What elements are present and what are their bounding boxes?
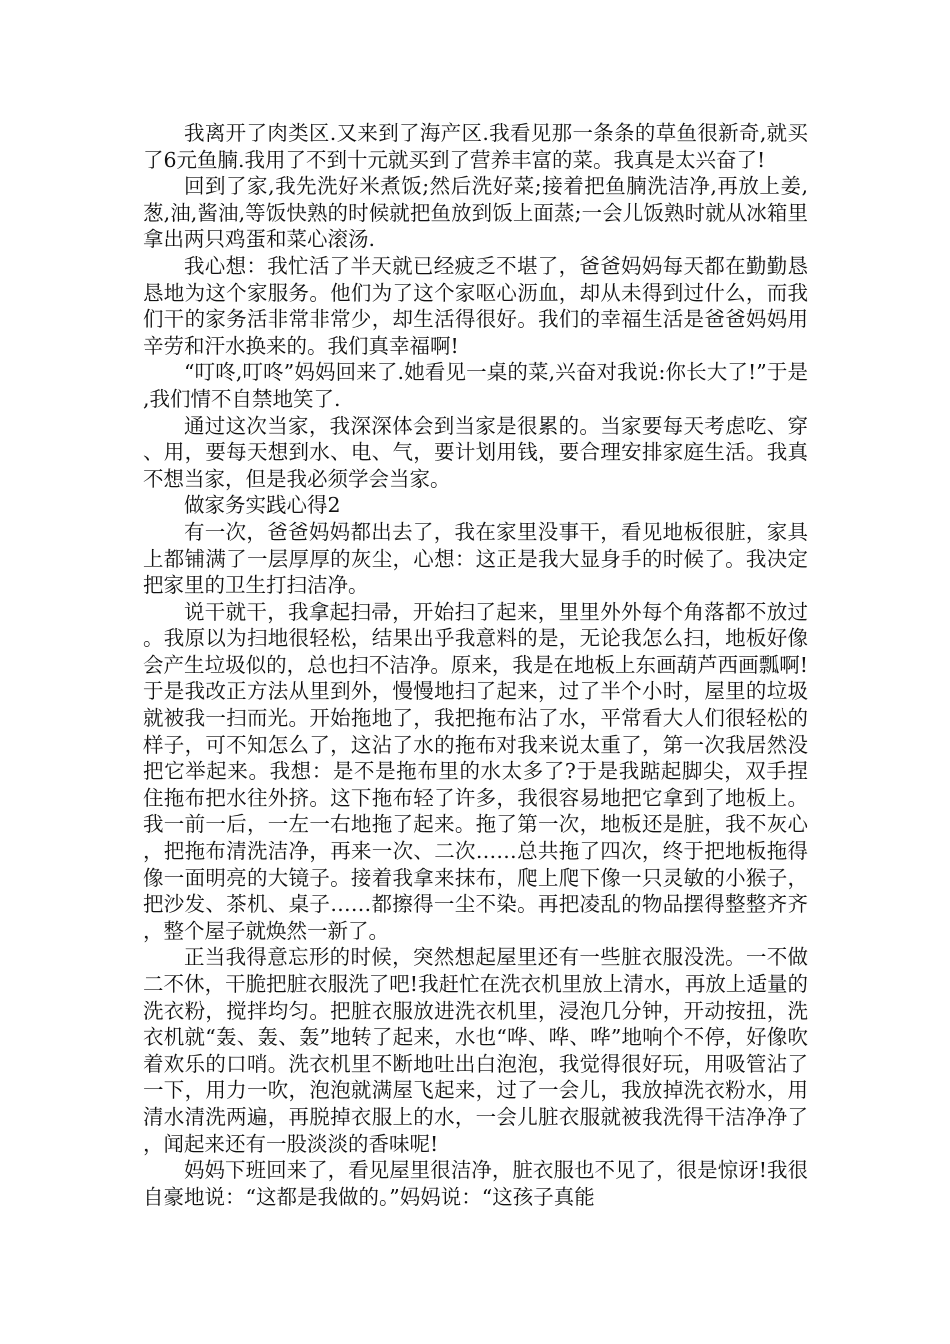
document-page	[143, 120, 808, 1210]
section-title: 做家务实践心得2	[184, 493, 341, 518]
paragraph-reflection: 我心想：我忙活了半天就已经疲乏不堪了，爸爸妈妈每天都在勤勤恳恳地为这个家服务。他们为了这个家呕心沥血，却从未得到过什么，而我们干的家务活非常非常少，却生活得很好。我们的幸福生活是爸爸妈妈用辛劳和汗水换来的。我们真幸福啊!	[143, 253, 808, 358]
paragraph-cooking: 回到了家,我先洗好米煮饭;然后洗好菜;接着把鱼腩洗洁净,再放上姜,葱,油,酱油,等饭快熟的时候就把鱼放到饭上面蒸;一会儿饭熟时就从冰箱里拿出两只鸡蛋和菜心滚汤.	[143, 174, 808, 252]
paragraph-fish-market: 我离开了肉类区.又来到了海产区.我看见那一条条的草鱼很新奇,就买了6元鱼腩.我用了不到十元就买到了营养丰富的菜。我真是太兴奋了!	[143, 121, 808, 172]
paragraph-laundry: 正当我得意忘形的时候，突然想起屋里还有一些脏衣服没洗。一不做二不休，干脆把脏衣服洗了吧!我赶忙在洗衣机里放上清水，再放上适量的洗衣粉，搅拌均匀。把脏衣服放进洗衣机里，浸泡几分钟，开动按扭，洗衣机就“轰、轰、轰”地转了起来，水也“哗、哗、哗”地响个不停，好像吹着欢乐的口哨。洗衣机里不断地吐出白泡泡，我觉得很好玩，用吸管沾了一下，用力一吹，泡泡就满屋飞起来，过了一会儿，我放掉洗衣粉水，用清水清洗两遍，再脱掉衣服上的水，一会儿脏衣服就被我洗得干洁净净了，闻起来还有一股淡淡的香味呢!	[143, 945, 808, 1156]
paragraph-conclusion: 通过这次当家，我深深体会到当家是很累的。当家要每天考虑吃、穿、用，要每天想到水、电、气，要计划用钱，要合理安排家庭生活。我真不想当家，但是我必须学会当家。	[143, 413, 808, 491]
paragraph-sweeping-mopping: 说干就干，我拿起扫帚，开始扫了起来，里里外外每个角落都不放过。我原以为扫地很轻松，结果出乎我意料的是，无论我怎么扫，地板好像会产生垃圾似的，总也扫不洁净。原来，我是在地板上东画葫芦西画瓢啊!于是我改正方法从里到外，慢慢地扫了起来，过了半个小时，屋里的垃圾就被我一扫而光。开始拖地了，我把拖布沾了水，平常看大人们很轻松的样子，可不知怎么了，这沾了水的拖布对我来说太重了，第一次我居然没把它举起来。我想：是不是拖布里的水太多了?于是我踮起脚尖，双手捏住拖布把水往外挤。这下拖布轻了许多，我很容易地把它拿到了地板上。我一前一后，一左一右地拖了起来。拖了第一次，地板还是脏，我不灰心，把拖布清洗洁净，再来一次、二次……总共拖了四次，终于把地板拖得像一面明亮的大镜子。接着我拿来抹布，爬上爬下像一只灵敏的小猴子，把沙发、茶机、桌子……都擦得一尘不染。再把凌乱的物品摆得整整齐齐，整个屋子就焕然一新了。	[143, 599, 808, 943]
paragraph-mom-returns: “叮咚,叮咚”妈妈回来了.她看见一桌的菜,兴奋对我说:你长大了!”于是,我们情不自禁地笑了.	[143, 360, 808, 411]
paragraph-dusty-home: 有一次，爸爸妈妈都出去了，我在家里没事干，看见地板很脏，家具上都铺满了一层厚厚的灰尘，心想：这正是我大显身手的时候了。我决定把家里的卫生打扫洁净。	[143, 519, 808, 598]
paragraph-mom-surprised: 妈妈下班回来了，看见屋里很洁净，脏衣服也不见了，很是惊讶!我很自豪地说：“这都是我做的。”妈妈说：“这孩子真能	[143, 1158, 808, 1209]
